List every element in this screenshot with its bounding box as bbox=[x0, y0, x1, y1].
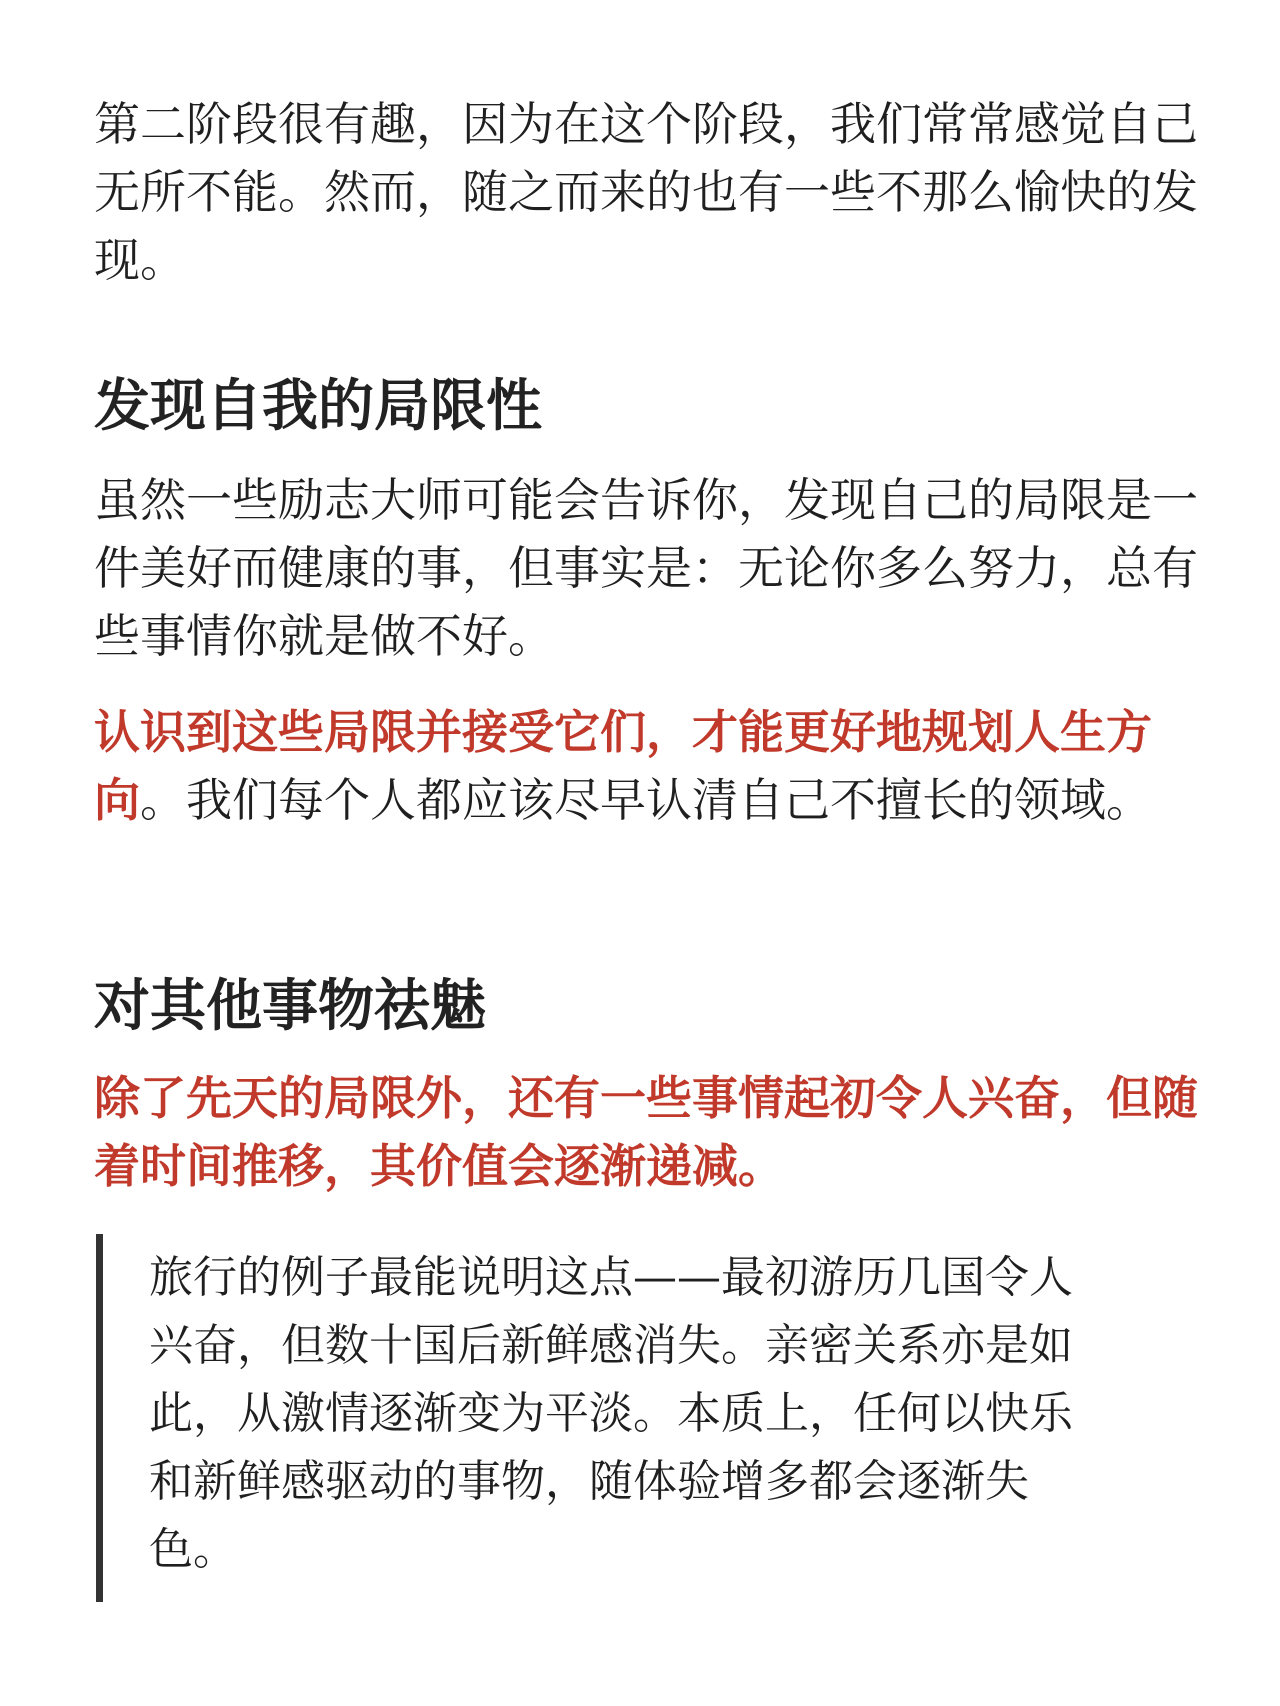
example-blockquote bbox=[96, 1234, 1106, 1602]
article-body bbox=[94, 90, 1204, 1618]
highlight-rest-text: 。我们每个人都应该尽早认清自己不擅长的领域。 bbox=[140, 773, 1152, 827]
quote-text: 旅行的例子最能说明这点——最初游历几国令人兴奋，但数十国后新鲜感消失。亲密关系亦是如此，从激情逐渐变为平淡。本质上，任何以快乐和新鲜感驱动的事物，随体验增多都会逐渐失色。 bbox=[149, 1252, 1073, 1575]
highlight-text: 认识到这些局限并接受它们，才能更好地规划人生方向 bbox=[94, 705, 1152, 827]
intro-paragraph: 第二阶段很有趣，因为在这个阶段，我们常常感觉自己无所不能。然而，随之而来的也有一些不那么愉快的发现。 bbox=[94, 97, 1198, 287]
section-heading-disenchantment: 对其他事物祛魅 bbox=[94, 973, 486, 1039]
disenchantment-highlight-paragraph: 除了先天的局限外，还有一些事情起初令人兴奋，但随着时间推移，其价值会逐渐递减。 bbox=[94, 1071, 1198, 1193]
limitations-highlight-paragraph bbox=[94, 698, 1204, 834]
limitations-paragraph: 虽然一些励志大师可能会告诉你，发现自己的局限是一件美好而健康的事，但事实是：无论你多么努力，总有些事情你就是做不好。 bbox=[94, 473, 1198, 663]
section-heading-limitations: 发现自我的局限性 bbox=[94, 373, 542, 439]
